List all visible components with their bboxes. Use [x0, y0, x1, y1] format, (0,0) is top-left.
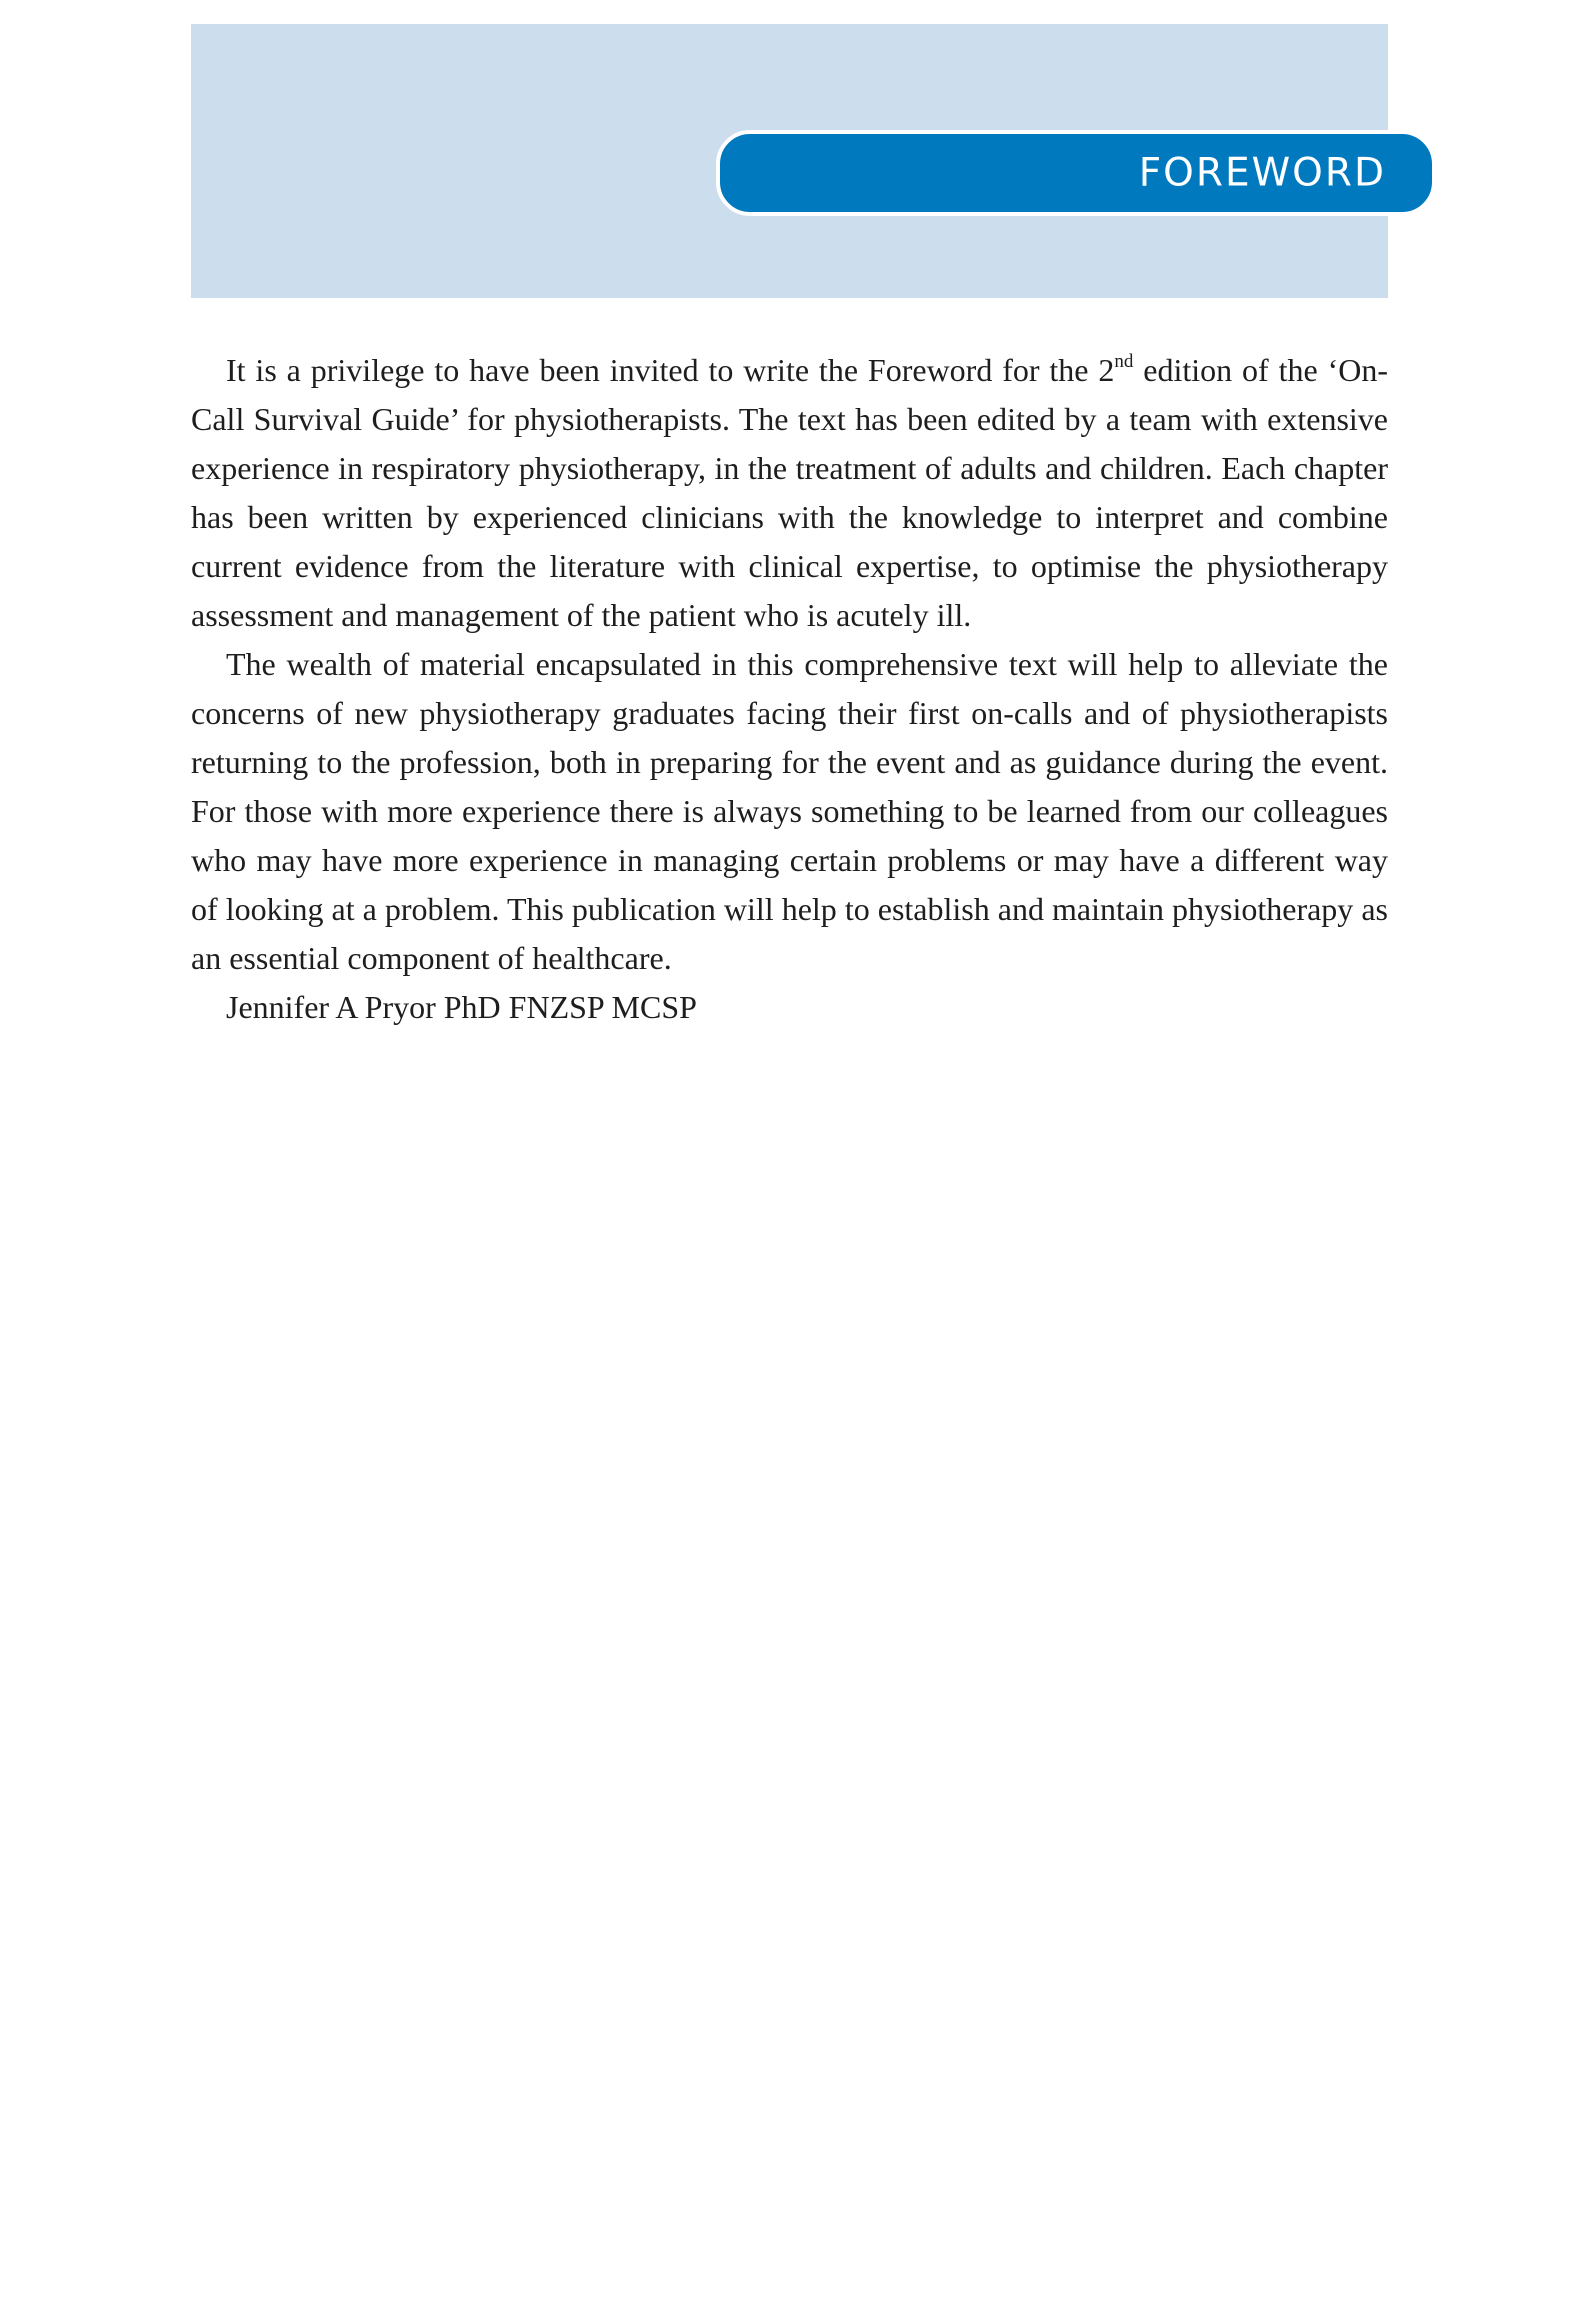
author-signature: Jennifer A Pryor PhD FNZSP MCSP [226, 989, 697, 1025]
foreword-body [191, 346, 1388, 1032]
section-title-tab [716, 130, 1436, 216]
foreword-paragraph-1 [191, 346, 1388, 640]
ordinal-superscript: nd [1114, 350, 1134, 372]
foreword-paragraph-2: The wealth of material encapsulated in this comprehensive text will help to alleviate the concerns of new physiotherapy graduates facing their first on-calls and of physiotherapists returning to the profession, both in preparing for the event and as guidance during the event. For those with more experience there is always something to be learned from our colleagues who may have more experience in managing certain problems or may have a different way of looking at a problem. This publication will help to establish and maintain physiotherapy as an essential component of healthcare. [191, 646, 1388, 976]
page-title: FOREWORD [1138, 150, 1386, 196]
paragraph-1-text-end: edition of the ‘On-Call Survival Guide’ for physiotherapists. The text has been edited by a team with extensive experience in respiratory physiotherapy, in the treatment of adults and children. Each chapter has been written by experienced clinicians with the knowledge to interpret and combine current evidence from the literature with clinical expertise, to optimise the physiotherapy assessment and management of the patient who is acutely ill. [191, 352, 1389, 633]
paragraph-1-text-start: It is a privilege to have been invited to write the Foreword for the 2 [226, 352, 1115, 388]
